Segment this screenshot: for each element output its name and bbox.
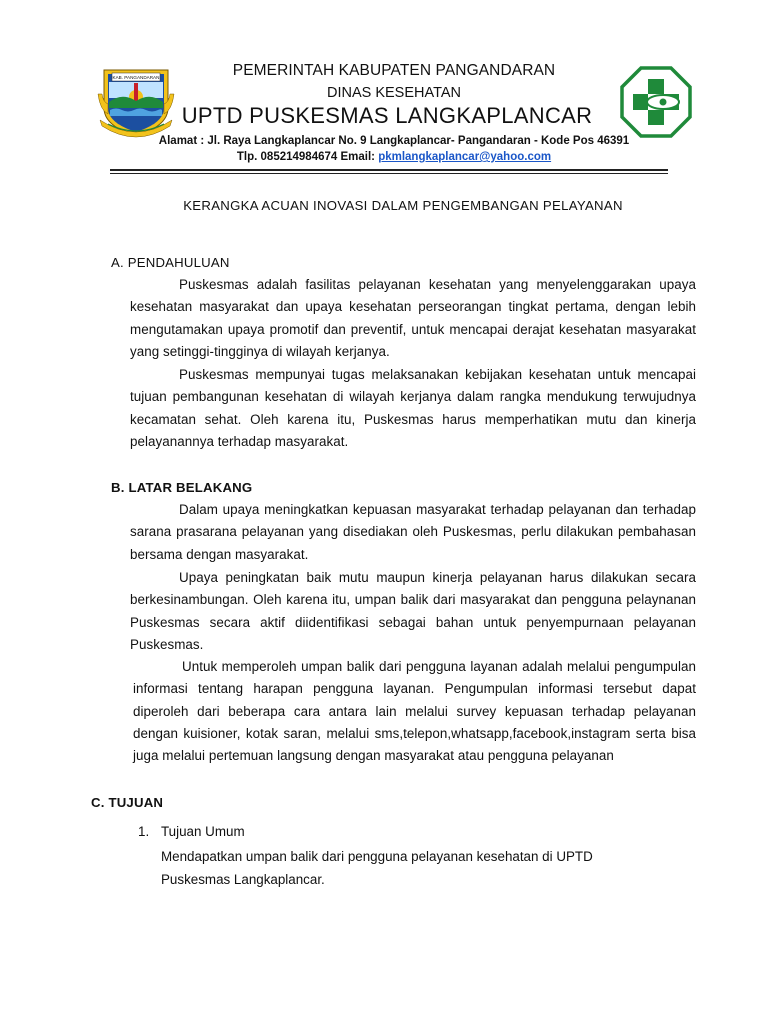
section-a-heading: A. PENDAHULUAN xyxy=(111,255,230,270)
section-b-paragraph-2: Upaya peningkatan baik mutu maupun kinerja pelayanan harus dilakukan secara berkesinambungan. Oleh karena itu, umpan balik dari masyarakat dan pengguna pelaynanan Puskesmas secara aktif diidentifikasi sebagai bahan untuk penyempurnaan pelayanan Puskesmas. xyxy=(130,570,696,652)
list-item-title: Tujuan Umum xyxy=(161,824,245,839)
section-c-heading: C. TUJUAN xyxy=(91,795,164,810)
letterhead-address: Alamat : Jl. Raya Langkaplancar No. 9 Langkaplancar- Pangandaran - Kode Pos 46391 xyxy=(158,135,630,147)
letterhead-institution: UPTD PUSKESMAS LANGKAPLANCAR xyxy=(181,103,593,128)
list-item-number: 1. xyxy=(138,824,150,839)
letterhead-phone: Tlp. 085214984674 Email: xyxy=(236,151,379,163)
document-title: KERANGKA ACUAN INOVASI DALAM PENGEMBANGAN PELAYANAN xyxy=(183,198,623,213)
section-a-paragraph-2: Puskesmas mempunyai tugas melaksanakan kebijakan kesehatan untuk mencapai tujuan pembangunan kesehatan di wilayah kerjanya dalam rangka mendukung terwujudnya kecamatan sehat. Oleh karena itu, Puskesmas harus memperhatikan mutu dan kinerja pelayanannya terhadap masyarakat. xyxy=(130,367,696,449)
section-b-paragraph-1: Dalam upaya meningkatkan kepuasan masyarakat terhadap pelayanan dan terhadap sarana prasarana pelayanan yang disediakan oleh Puskesmas, perlu dilakukan pembahasan bersama dengan masyarakat. xyxy=(130,502,696,562)
section-a-paragraph-1: Puskesmas adalah fasilitas pelayanan kesehatan yang menyelenggarakan upaya kesehatan masyarakat dan upaya kesehatan perseorangan tingkat pertama, dengan lebih mengutamakan upaya promotif dan preventif, untuk mencapai derajat kesehatan masyarakat yang setinggi-tingginya di wilayah kerjanya. xyxy=(130,277,696,359)
letterhead-department: DINAS KESEHATAN xyxy=(326,85,462,101)
letterhead-rule-thin xyxy=(110,173,668,174)
list-item-description: Mendapatkan umpan balik dari pengguna pelayanan kesehatan di UPTD Puskesmas Langkaplancar. xyxy=(161,849,593,887)
list-item xyxy=(138,824,245,839)
letterhead-email-link[interactable]: pkmlangkaplancar@yahoo.com xyxy=(378,151,552,163)
letterhead-contact xyxy=(0,151,768,163)
crest-banner-text: KAB. PANGANDARAN xyxy=(112,75,160,80)
puskesmas-emblem-icon xyxy=(620,66,692,138)
letterhead-government: PEMERINTAH KABUPATEN PANGANDARAN xyxy=(232,62,556,79)
section-b-paragraph-3: Untuk memperoleh umpan balik dari pengguna layanan adalah melalui pengumpulan informasi tentang harapan pengguna layanan. Pengumpulan informasi tersebut dapat diperoleh dari beberapa cara antara lain melalui survey kepuasan terhadap pelayanan dengan kuisioner, kotak saran, melalui sms,telepon,whatsapp,facebook,instagram serta bisa juga melalui pertemuan langsung dengan masyarakat atau pengguna pelayanan xyxy=(133,659,696,764)
section-b-heading: B. LATAR BELAKANG xyxy=(111,480,253,495)
letterhead-rule-thick xyxy=(110,169,668,171)
